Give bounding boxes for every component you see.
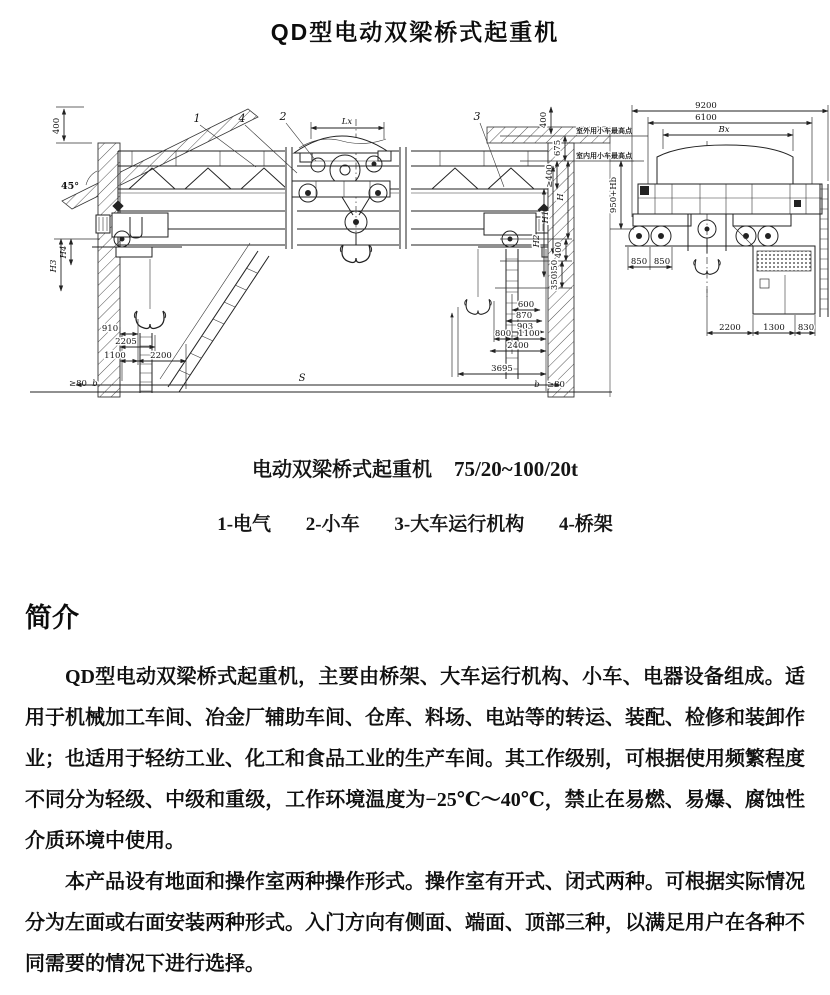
hook-end-view <box>688 214 726 274</box>
dim-350a: 350 <box>550 259 560 277</box>
legend-item-travel-mechanism: 3-大车运行机构 <box>394 514 525 535</box>
dim-right-400-top: 400 <box>539 111 549 129</box>
operator-cab <box>733 226 815 314</box>
front-view <box>30 107 648 397</box>
section-heading-intro: 简介 <box>25 603 79 633</box>
callout-4: 4 <box>238 112 246 125</box>
dim-350b: 350 <box>550 273 560 291</box>
intro-body <box>25 657 805 985</box>
caption-crane-name: 电动双梁桥式起重机 <box>251 459 432 481</box>
dim-6100: 6100 <box>695 113 717 123</box>
dim-h3: H3 <box>49 259 59 273</box>
legend-item-bridge: 4-桥架 <box>558 514 613 535</box>
callout-3: 3 <box>473 110 481 123</box>
hook-left <box>134 259 165 329</box>
dim-3695: 3695 <box>491 364 513 374</box>
trolley-cover-end <box>657 145 793 184</box>
dim-left-400: 400 <box>52 117 62 135</box>
dim-ge400: ≥400 <box>545 164 555 188</box>
dim-2400: 2400 <box>507 341 529 351</box>
dim-2200: 2200 <box>150 351 172 361</box>
hook-icon <box>465 299 492 314</box>
hook-icon <box>340 245 371 263</box>
intro-paragraph-2: 本产品设有地面和操作室两种操作形式。操作室有开式、闭式两种。可根据实际情况分为左面或右面安装两种形式。入门方向有侧面、端面、顶部三种，以满足用户在各种不同需要的情况下进行选择。 <box>25 871 805 975</box>
dim-9200: 9200 <box>695 101 717 111</box>
dim-870: 870 <box>515 311 533 321</box>
dim-H1: H1 <box>541 210 551 224</box>
note-indoor-trolley-top: 室内用小车最高点 <box>576 153 632 160</box>
callout-2: 2 <box>279 110 287 123</box>
trolley <box>292 117 391 241</box>
dim-1100: 1100 <box>104 351 126 361</box>
dim-850a: 850 <box>630 257 648 267</box>
dim-600: 600 <box>517 300 535 310</box>
staircase <box>140 243 269 393</box>
dim-2205: 2205 <box>115 337 137 347</box>
dim-H: H <box>556 193 566 201</box>
hook-right <box>465 249 492 314</box>
dim-h4: H4 <box>59 245 69 259</box>
dim-lx: Lx <box>341 117 353 127</box>
legend-item-electric: 1-电气 <box>217 514 272 535</box>
figure-legend <box>0 509 830 536</box>
travel-wheels <box>625 226 795 246</box>
dim-ge80-right: ≥80 <box>547 380 565 390</box>
caption-capacity-spec: 75/20~100/20t <box>453 457 579 481</box>
dim-span-S: S <box>298 373 306 384</box>
dim-903: 903 <box>516 322 534 332</box>
dim-angle-45: 45° <box>61 181 79 192</box>
intro-paragraph-1: QD型电动双梁桥式起重机，主要由桥架、大车运行机构、小车、电器设备组成。适用于机械加工车间、冶金厂辅助车间、仓库、料场、电站等的转运、装配、检修和装卸作业；也适用于轻纺工业、化工和食品工业的生产车间。其工作级别，可根据使用频繁程度不同分为轻级、中级和重级，工作环境温度为−25℃～40℃，禁止在易燃、易爆、腐蚀性介质环境中使用。 <box>25 666 805 852</box>
dim-830: 830 <box>797 323 815 333</box>
crane-technical-drawing <box>0 89 830 407</box>
dim-bx: Bx <box>718 125 730 135</box>
dim-ge80-left: ≥80 <box>69 379 87 389</box>
page-title: QD型电动双梁桥式起重机 <box>270 19 560 45</box>
dim-400: 400 <box>554 241 564 259</box>
trolley-cover <box>294 136 390 153</box>
dim-675: 675 <box>553 139 563 157</box>
dim-b-right: b <box>534 380 540 390</box>
dim-2200-side: 2200 <box>719 323 741 333</box>
dim-b-left: b <box>92 379 98 389</box>
dim-800: 800 <box>494 329 512 339</box>
note-outdoor-trolley-top: 室外用小车最高点 <box>576 128 632 135</box>
figure-caption <box>0 453 830 482</box>
dim-850b: 850 <box>653 257 671 267</box>
dim-1300: 1300 <box>763 323 785 333</box>
hook-icon <box>134 311 165 329</box>
bridge-cross-section <box>633 184 822 226</box>
crane-drawing-svg <box>0 89 830 407</box>
dim-950-hb: 950+Hb <box>609 176 619 214</box>
roof-section-left <box>62 109 258 209</box>
dim-H2: H2 <box>532 234 542 248</box>
legend-item-trolley: 2-小车 <box>305 514 360 535</box>
dim-910: 910 <box>101 324 119 334</box>
dim-1100-right: 1100 <box>518 329 540 339</box>
callout-1: 1 <box>193 112 201 125</box>
